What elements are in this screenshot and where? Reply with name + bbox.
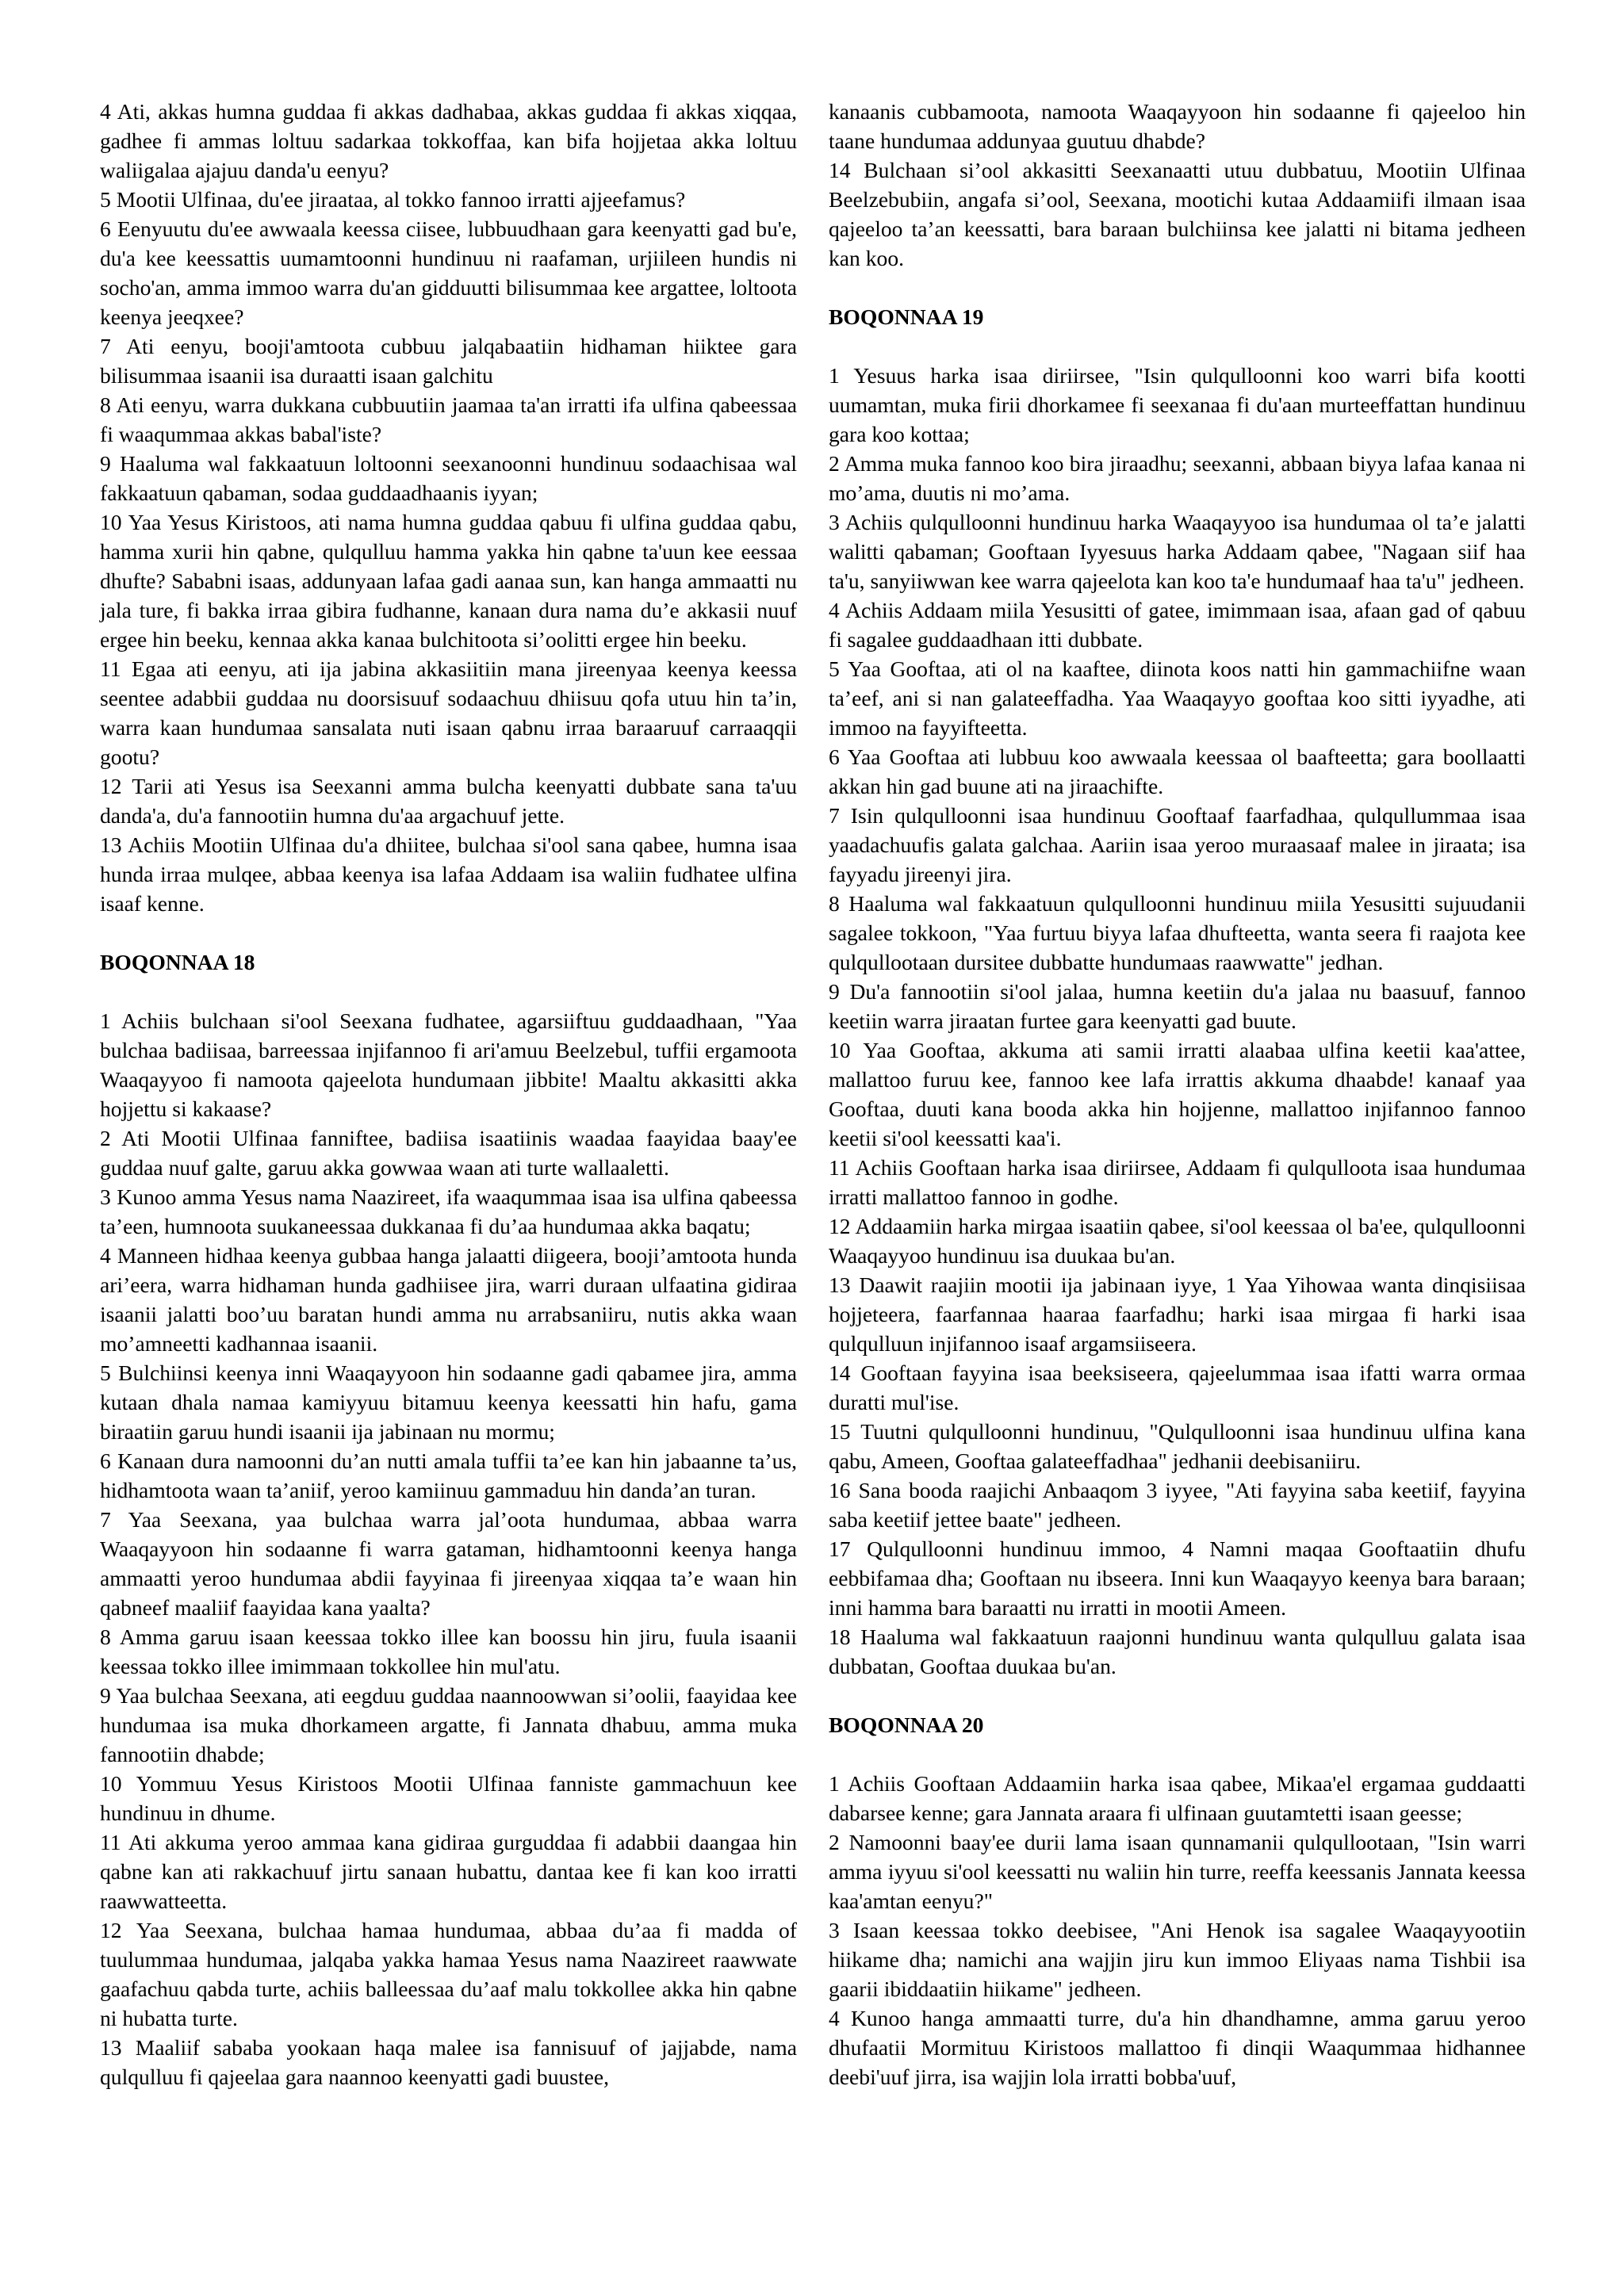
verse: 3 Kunoo amma Yesus nama Naazireet, ifa waaqummaa isaa isa ulfina qabeessa ta’een, humnoota suukaneessaa dukkanaa fi du’aa hundumaa akka baqatu;: [100, 1184, 797, 1238]
verse: 7 Yaa Seexana, yaa bulchaa warra jal’oota hundumaa, abbaa warra Waaqayyoon hin sodaanne fi warra gataman, hidhamtoonni keenya hanga ammaatti yeroo hundumaa abdii fayyinaa fi jireenyaa xiqqaa ta’e waan hin qabneef maaliif faayidaa kana yaalta?: [100, 1507, 797, 1620]
verse: 9 Du'a fannootiin si'ool jalaa, humna keetiin du'a jalaa nu baasuuf, fannoo keetiin warra jiraatan furtee gara keenyatti gad buute.: [829, 979, 1526, 1033]
verse: 3 Isaan keessaa tokko deebisee, "Ani Henok isa sagalee Waaqayyootiin hiikame dha; namichi ana wajjin jiru kun immoo Eliyaas nama Tishbii isa gaarii ibiddaatiin hiikame" jedheen.: [829, 1918, 1526, 2001]
verse: 8 Haaluma wal fakkaatuun qulqulloonni hundinuu miila Yesusitti sujuudanii sagalee tokkoon, "Yaa furtuu biyya lafaa dhufteetta, wanta seera fi raajota kee qulqullootaan dursitee dubbatte hundumaas raawwatte" jedhan.: [829, 891, 1526, 974]
verse: 1 Achiis Gooftaan Addaamiin harka isaa qabee, Mikaa'el ergamaa guddaatti dabarsee kenne; gara Jannata araara fi ulfinaan guutamtetti isaan geesse;: [829, 1771, 1526, 1825]
verse: 4 Manneen hidhaa keenya gubbaa hanga jalaatti diigeera, booji’amtoota hunda ari’eera, warra hidhaman hunda gadhiisee jira, warri duraan ulfaatina gidiraa isaanii jalatti boo’uu baratan hundi amma nu arrabsaniiru, nutis akka waan mo’amneetti kadhannaa isaanii.: [100, 1243, 797, 1356]
verse: 2 Amma muka fannoo koo bira jiraadhu; seexanni, abbaan biyya lafaa kanaa ni mo’ama, duutis ni mo’ama.: [829, 451, 1526, 505]
verse: 13 Maaliif sababa yookaan haqa malee isa fannisuuf of jajjabde, nama qulqulluu fi qajeelaa gara naannoo keenyatti gadi buustee,: [100, 2035, 797, 2089]
verse: 4 Achiis Addaam miila Yesusitti of gatee, imimmaan isaa, afaan gad of qabuu fi sagalee guddaadhaan itti dubbate.: [829, 598, 1526, 652]
verse: 5 Mootii Ulfinaa, du'ee jiraataa, al tokko fannoo irratti ajjeefamus?: [100, 187, 686, 212]
verse: 6 Eenyuutu du'ee awwaala keessa ciisee, lubbuudhaan gara keenyatti gad bu'e, du'a kee keessattis uumamtoonni hundinuu ni raafaman, urjiileen hundis ni socho'an, amma immoo warra du'an gidduutti bilisummaa kee argattee, loltoota keenya jeeqxee?: [100, 216, 797, 329]
verse: 8 Ati eenyu, warra dukkana cubbuutiin jaamaa ta'an irratti ifa ulfina qabeessaa fi waaqummaa akkas babal'iste?: [100, 392, 797, 446]
verse: 10 Yaa Gooftaa, akkuma ati samii irratti alaabaa ulfina keetii kaa'attee, mallattoo furuu kee, fannoo kee lafa irrattis akkuma dhaabde! kanaaf yaa Gooftaa, duuti kana booda akka hin hojjenne, mallattoo injifannoo fannoo keetii si'ool keessatti kaa'i.: [829, 1038, 1526, 1150]
verse: 13 Achiis Mootiin Ulfinaa du'a dhiitee, bulchaa si'ool sana qabee, humna isaa hunda irraa mulqee, abbaa keenya isa lafaa Addaam isa waliin fudhatee ulfina isaaf kenne.: [100, 832, 797, 916]
verse: 17 Qulqulloonni hundinuu immoo, 4 Namni maqaa Gooftaatiin dhufu eebbifamaa dha; Gooftaan nu ibseera. Inni kun Waaqayyo keenya bara baraan; inni hamma bara baraatti nu irratti in mootii Ameen.: [829, 1536, 1526, 1620]
verse: 8 Amma garuu isaan keessaa tokko illee kan boossu hin jiru, fuula isaanii keessaa tokko illee imimmaan tokkollee hin mul'atu.: [100, 1624, 797, 1678]
verse: 3 Achiis qulqulloonni hundinuu harka Waaqayyoo isa hundumaa ol ta’e jalatti walitti qabaman; Gooftaan Iyyesuus harka Addaam qabee, "Nagaan siif haa ta'u, sanyiiwwan kee warra qajeelota kan koo ta'e hundumaaf haa ta'u" jedheen.: [829, 510, 1526, 593]
right-column: [829, 97, 1526, 2296]
verse: 14 Bulchaan si’ool akkasitti Seexanaatti utuu dubbatuu, Mootiin Ulfinaa Beelzebubiin, angafa si’ool, Seexana, mootichi kutaa Addaamiifi ilmaan isaa qajeeloo ta’an keessatti, bara baraan bulchiinsa kee jalatti ni bitama jedheen kan koo.: [829, 158, 1526, 270]
verse: 10 Yommuu Yesus Kiristoos Mootii Ulfinaa fanniste gammachuun kee hundinuu in dhume.: [100, 1771, 797, 1825]
verse: 4 Ati, akkas humna guddaa fi akkas dadhabaa, akkas guddaa fi akkas xiqqaa, gadhee fi ammas loltuu sadarkaa tokkoffaa, kan bifa hojjetaa akka loltuu waliigalaa ajajuu danda'u eenyu?: [100, 99, 797, 182]
verse: 11 Ati akkuma yeroo ammaa kana gidiraa gurguddaa fi adabbii daangaa hin qabne kan ati rakkachuuf jirtu sanaan hubattu, dantaa kee fi kan koo irratti raawwatteetta.: [100, 1830, 797, 1913]
verse: 12 Addaamiin harka mirgaa isaatiin qabee, si'ool keessaa ol ba'ee, qulqulloonni Waaqayyoo hundinuu isa duukaa bu'an.: [829, 1214, 1526, 1268]
verse: 7 Isin qulqulloonni isaa hundinuu Gooftaaf faarfadhaa, qulqullummaa isaa yaadachuufis galata galchaa. Aariin isaa yeroo muraasaaf malee in jiraata; isa fayyadu jireenyi jira.: [829, 803, 1526, 886]
verse: 1 Yesuus harka isaa diriirsee, "Isin qulqulloonni koo warri bifa kootti uumamtan, muka firii dhorkamee fi seexanaa fi du'aan murteeffattan hundinuu gara koo kottaa;: [829, 363, 1526, 446]
verse: 4 Kunoo hanga ammaatti turre, du'a hin dhandhamne, amma garuu yeroo dhufaatii Mormituu Kiristoos mallattoo fi dinqii Waaqummaa hidhannee deebi'uuf jirra, isa wajjin lola irratti bobba'uuf,: [829, 2006, 1526, 2089]
verse: 9 Haaluma wal fakkaatuun loltoonni seexanoonni hundinuu sodaachisaa wal fakkaatuun qabaman, sodaa guddaadhaanis iyyan;: [100, 451, 797, 505]
verse: 12 Yaa Seexana, bulchaa hamaa hundumaa, abbaa du’aa fi madda of tuulummaa hundumaa, jalqaba yakka hamaa Yesus nama Naazireet raawwate gaafachuu qabda turte, achiis balleessaa du’aaf malu tokkollee akka hin qabne ni hubatta turte.: [100, 1918, 797, 2030]
verse: 14 Gooftaan fayyina isaa beeksiseera, qajeelummaa isaa ifatti warra ormaa duratti mul'ise.: [829, 1360, 1526, 1414]
verse: 1 Achiis bulchaan si'ool Seexana fudhatee, agarsiiftuu guddaadhaan, "Yaa bulchaa badiisaa, barreessaa injifannoo fi ari'amuu Beelzebul, tuffii ergamoota Waaqayyoo fi namoota qajeelota hundumaan jibbite! Maaltu akkasitti akka hojjettu si kakaase?: [100, 1008, 797, 1121]
verse: 2 Ati Mootii Ulfinaa fanniftee, badiisa isaatiinis waadaa faayidaa baay'ee guddaa nuuf galte, garuu akka gowwaa waan ati turte wallaaletti.: [100, 1126, 797, 1180]
verse: 10 Yaa Yesus Kiristoos, ati nama humna guddaa qabuu fi ulfina guddaa qabu, hamma xurii hin qabne, qulqulluu hamma yakka hin qabne ta'uun kee eessaa dhufte? Sababni isaas, addunyaan lafaa gadi aanaa sun, kan hanga ammaatti nu jala ture, fi bakka irraa gibira fudhanne, kanaan dura nama du’e akkasii nuuf ergee hin beeku, kennaa akka kanaa bulchitoota si’oolitti ergee hin beeku.: [100, 510, 797, 652]
verse: 11 Achiis Gooftaan harka isaa diriirsee, Addaam fi qulqulloota isaa hundumaa irratti mallattoo fannoo in godhe.: [829, 1155, 1526, 1209]
verse: 12 Tarii ati Yesus isa Seexanni amma bulcha keenyatti dubbate sana ta'uu danda'a, du'a fannootiin humna du'aa argachuuf jette.: [100, 774, 797, 828]
chapter-heading: BOQONNAA 18: [100, 950, 255, 974]
verse: 6 Kanaan dura namoonni du’an nutti amala tuffii ta’ee kan hin jabaanne ta’us, hidhamtoota waan ta’aniif, yeroo kamiinuu gammaduu hin danda’an turan.: [100, 1448, 797, 1502]
verse: 5 Bulchiinsi keenya inni Waaqayyoon hin sodaanne gadi qabamee jira, amma kutaan dhala namaa kamiyyuu bitamuu keenya keessatti hin hafu, gama biraatiin garuu hundi isaanii ija jabinaan nu mormu;: [100, 1360, 797, 1444]
verse: 18 Haaluma wal fakkaatuun raajonni hundinuu wanta qulqulluu galata isaa dubbatan, Gooftaa duukaa bu'an.: [829, 1624, 1526, 1678]
verse: 11 Egaa ati eenyu, ati ija jabina akkasiitiin mana jireenyaa keenya keessa seentee adabbii guddaa nu doorsisuuf sodaachuu dhiisuu qofa utuu hin ta’in, warra kaan hundumaa sansalata nuti isaan qabnu irraa baraaruuf carraaqqii gootu?: [100, 656, 797, 769]
verse: 9 Yaa bulchaa Seexana, ati eegduu guddaa naannoowwan si’oolii, faayidaa kee hundumaa isa muka dhorkameen argatte, fi Jannata dhabuu, amma muka fannootiin dhabde;: [100, 1683, 797, 1766]
verse: 2 Namoonni baay'ee durii lama isaan qunnamanii qulqullootaan, "Isin warri amma iyyuu si'ool keessatti nu waliin hin turre, reeffa keessanis Jannata keessa kaa'amtan eenyu?": [829, 1830, 1526, 1913]
verse: 13 Daawit raajiin mootii ija jabinaan iyye, 1 Yaa Yihowaa wanta dinqisiisaa hojjeteera, faarfannaa haaraa faarfadhu; harki isaa mirgaa fi harki isaa qulqulluun injifannoo isaaf argamsiiseera.: [829, 1272, 1526, 1356]
verse: 16 Sana booda raajichi Anbaaqom 3 iyyee, "Ati fayyina saba keetiif, fayyina saba keetiif jettee baate" jedheen.: [829, 1478, 1526, 1532]
verse: 15 Tuutni qulqulloonni hundinuu, "Qulqulloonni isaa hundinuu ulfina kana qabu, Ameen, Gooftaa galateeffadhaa" jedhanii deebisaniiru.: [829, 1419, 1526, 1473]
verse: kanaanis cubbamoota, namoota Waaqayyoon hin sodaanne fi qajeeloo hin taane hundumaa addunyaa guutuu dhabde?: [829, 99, 1526, 153]
verse: 6 Yaa Gooftaa ati lubbuu koo awwaala keessaa ol baafteetta; gara boollaatti akkan hin gad buune ati na jiraachifte.: [829, 744, 1526, 798]
verse: 7 Ati eenyu, booji'amtoota cubbuu jalqabaatiin hidhaman hiiktee gara bilisummaa isaanii isa duraatti isaan galchitu: [100, 334, 797, 388]
left-column: [100, 97, 797, 2296]
chapter-heading: BOQONNAA 19: [829, 304, 984, 329]
chapter-heading: BOQONNAA 20: [829, 1712, 984, 1737]
verse: 5 Yaa Gooftaa, ati ol na kaaftee, diinota koos natti hin gammachiifne waan ta’eef, ani si nan galateeffadha. Yaa Waaqayyo gooftaa koo sitti iyyadhe, ati immoo na fayyifteetta.: [829, 656, 1526, 740]
